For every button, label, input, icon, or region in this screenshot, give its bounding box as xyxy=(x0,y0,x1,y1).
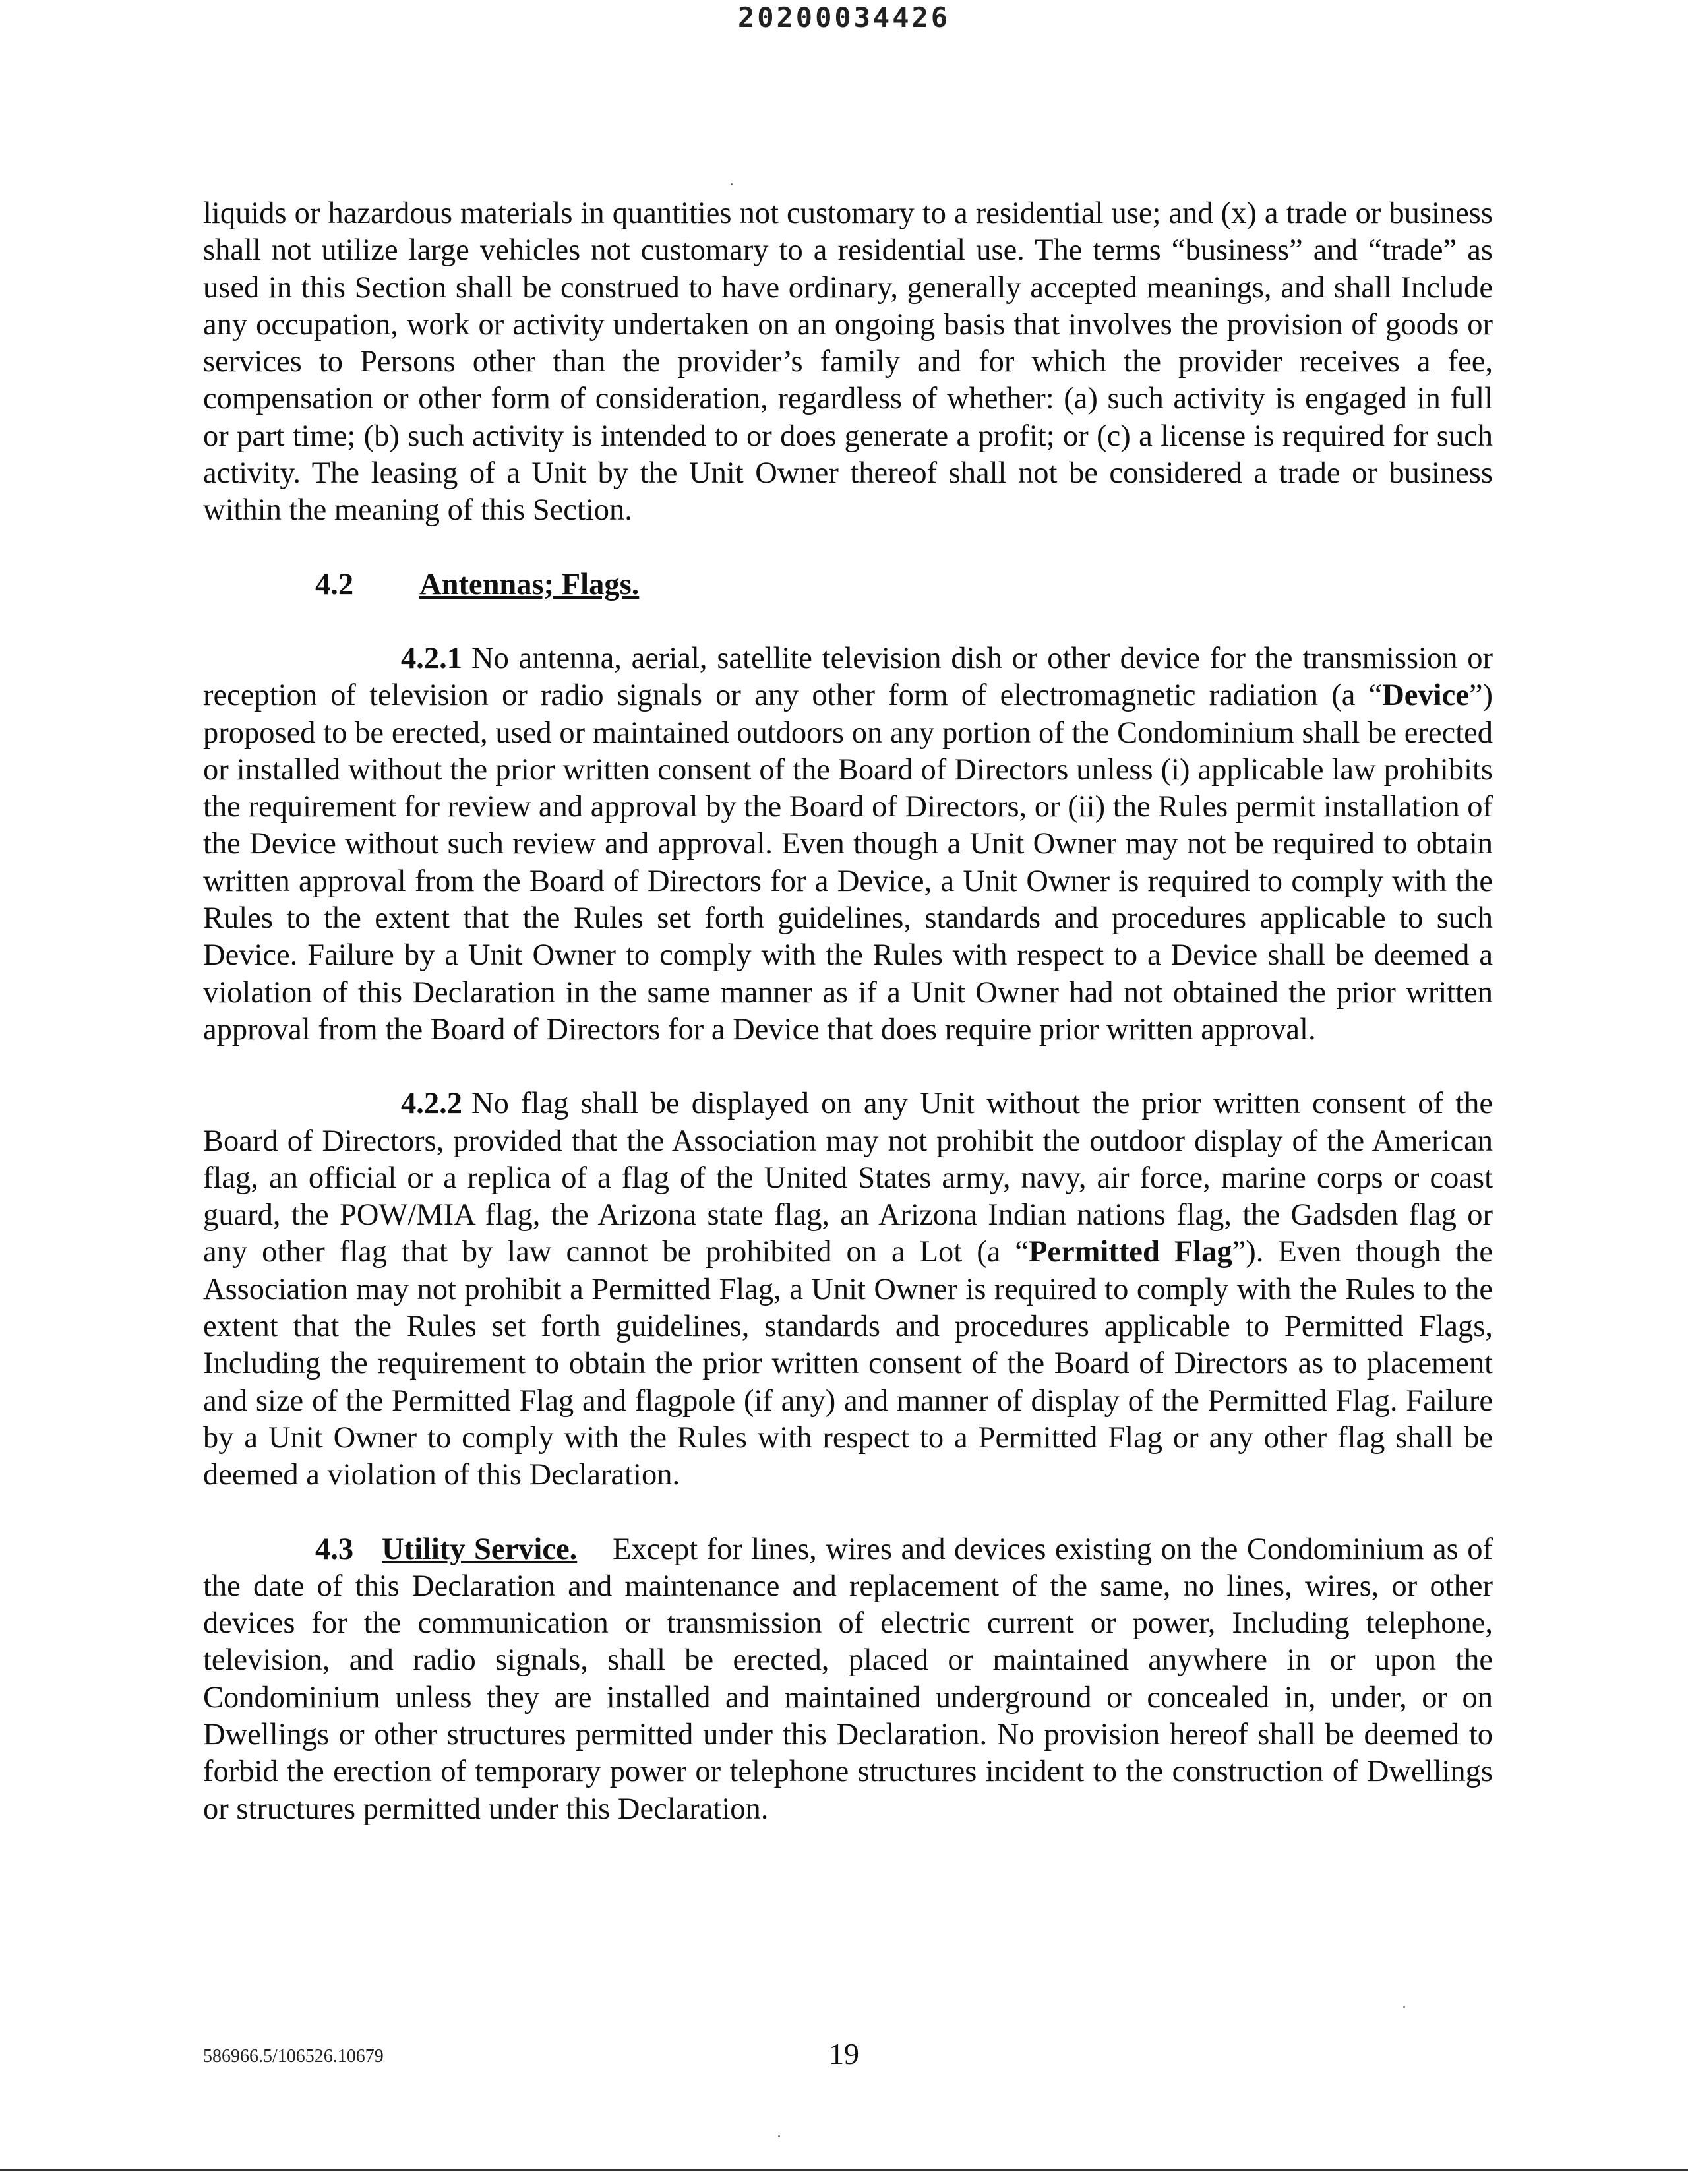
recording-number: 20200034426 xyxy=(737,1,951,34)
section-4-2-2-text-a: No flag shall be displayed on any Unit without the prior written consent of the Board of Directors, provided that the Association may not prohibit the outdoor display of the American flag, an official or a replica of a flag of the United States army, navy, air force, marine corps or coast guard, the POW/MIA flag, the Arizona state flag, an Arizona Indian nations flag, the Gadsden flag or any other flag that by law cannot be prohibited on a Lot (a “ xyxy=(203,1087,1493,1269)
section-4-3-text: Except for lines, wires and devices existing on the Condominium as of the date of this Declaration and maintenance and replacement of the same, no lines, wires, or other devices for the communication or transmission of electric current or power, Including telephone, television, and radio signals, shall be erected, placed or maintained anywhere in or upon the Condominium unless they are installed and maintained underground or concealed in, under, or on Dwellings or other structures permitted under this Declaration. No provision hereof shall be deemed to forbid the erection of temporary power or telephone structures incident to the construction of Dwellings or structures permitted under this Declaration. xyxy=(203,1532,1493,1826)
section-4-3-paragraph xyxy=(203,1531,1493,1828)
section-4-2-2-paragraph xyxy=(203,1085,1493,1494)
defined-term-permitted-flag: Permitted Flag xyxy=(1029,1235,1232,1269)
section-4-2-heading xyxy=(315,566,1493,603)
section-4-2-2-number: 4.2.2 xyxy=(401,1087,462,1121)
footer-document-id: 586966.5/106526.10679 xyxy=(203,2046,384,2067)
section-4-3-number: 4.3 xyxy=(315,1532,354,1566)
paragraph-opening: liquids or hazardous materials in quantities not customary to a residential use; and (x) a trade or business shall not utilize large vehicles not customary to a residential use. The terms “business” and “trade” as used in this Section shall be construed to have ordinary, generally accepted meanings, and shall Include any occupation, work or activity undertaken on an ongoing basis that involves the provision of goods or services to Persons other than the provider’s family and for which the provider receives a fee, compensation or other form of consideration, regardless of whether: (a) such activity is engaged in full or part time; (b) such activity is intended to or does generate a profit; or (c) a license is required for such activity. The leasing of a Unit by the Unit Owner thereof shall not be considered a trade or business within the meaning of this Section. xyxy=(203,197,1493,528)
section-4-2-title: Antennas; Flags. xyxy=(419,567,640,601)
section-4-3-title: Utility Service. xyxy=(382,1532,578,1566)
section-4-2-1-text-a: No antenna, aerial, satellite television dish or other device for the transmission or reception of television or radio signals or any other form of electromagnetic radiation (a “ xyxy=(203,641,1493,713)
scan-speck xyxy=(1403,2006,1405,2008)
section-4-2-1-paragraph xyxy=(203,640,1493,1048)
scan-speck xyxy=(731,183,733,185)
bottom-scan-edge xyxy=(0,2169,1688,2171)
defined-term-device: Device xyxy=(1382,679,1469,713)
section-4-2-1-text-b: ”) proposed to be erected, used or maintained outdoors on any portion of the Condominium shall be erected or installed without the prior written consent of the Board of Directors unless (i) applicable law prohibits the requirement for review and approval by the Board of Directors, or (ii) the Rules permit installation of the Device without such review and approval. Even though a Unit Owner may not be required to obtain written approval from the Board of Directors for a Device, a Unit Owner is required to comply with the Rules to the extent that the Rules set forth guidelines, standards and procedures applicable to such Device. Failure by a Unit Owner to comply with the Rules with respect to a Device shall be deemed a violation of this Declaration in the same manner as if a Unit Owner had not obtained the prior written approval from the Board of Directors for a Device that does require prior written approval. xyxy=(203,679,1493,1046)
section-4-2-1-number: 4.2.1 xyxy=(401,641,462,675)
document-body xyxy=(203,195,1493,1828)
scan-speck xyxy=(778,2135,780,2137)
section-4-2-number: 4.2 xyxy=(315,567,354,601)
page-number: 19 xyxy=(829,2037,859,2071)
section-4-2-2-text-b: ”). Even though the Association may not prohibit a Permitted Flag, a Unit Owner is required to comply with the Rules to the extent that the Rules set forth guidelines, standards and procedures applicable to Permitted Flags, Including the requirement to obtain the prior written consent of the Board of Directors as to placement and size of the Permitted Flag and flagpole (if any) and manner of display of the Permitted Flag. Failure by a Unit Owner to comply with the Rules with respect to a Permitted Flag or any other flag shall be deemed a violation of this Declaration. xyxy=(203,1235,1493,1492)
